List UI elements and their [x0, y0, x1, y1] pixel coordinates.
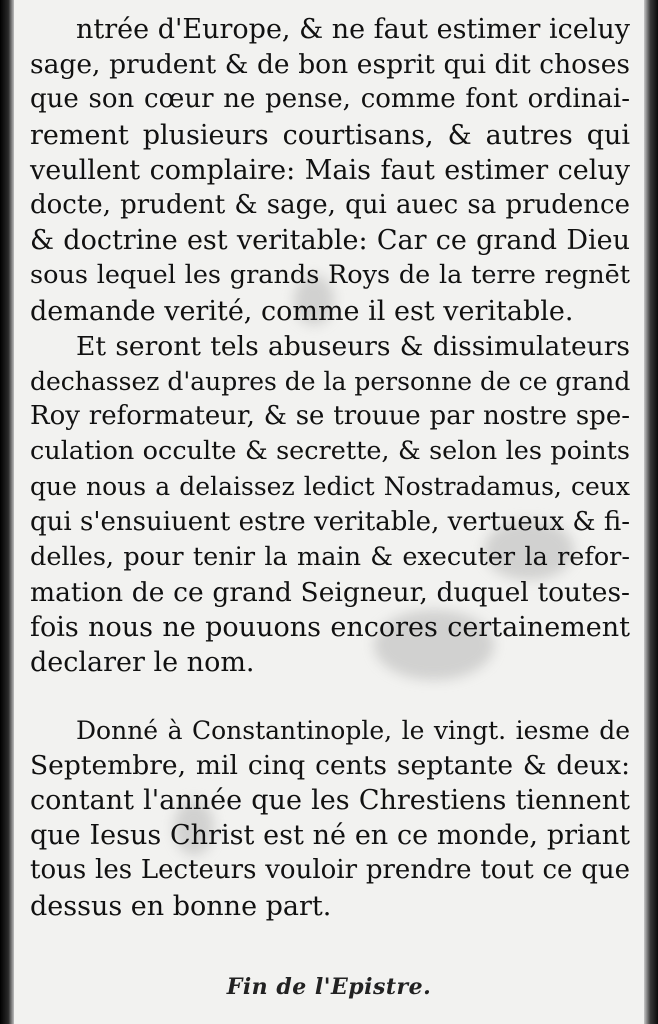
closing-line: Fin de l'Epistre.: [226, 974, 432, 1000]
text-line: Et seront tels abuseurs & dissimulateurs: [76, 330, 630, 362]
text-line: fois nous ne pouuons encores certainement: [30, 612, 630, 644]
page-left-shadow: [0, 0, 14, 1024]
text-line: dechassez d'aupres de la personne de ce grand: [30, 366, 631, 396]
paragraph: [30, 713, 630, 924]
text-line: Roy reformateur, & se trouue par nostre spe-: [30, 401, 630, 432]
text-line: declarer le nom.: [30, 647, 255, 679]
text-line: que son cœur ne pense, comme font ordinai-: [30, 84, 630, 115]
text-line: delles, pour tenir la main & executer la refor-: [30, 541, 630, 572]
text-line: que nous a delaissez ledict Nostradamus, ceux: [30, 472, 630, 502]
text-line: sage, prudent & de bon esprit qui dit choses: [30, 49, 630, 81]
text-line: qui s'ensuiuent estre veritable, vertueux & fi-: [30, 506, 630, 537]
text-line: tous les Lecteurs vouloir prendre tout ce que: [30, 855, 630, 886]
text-line: Septembre, mil cinq cents septante & deux:: [30, 749, 630, 781]
text-line: docte, prudent & sage, qui auec sa prudence: [30, 189, 630, 220]
text-line: & doctrine est veritable: Car ce grand Dieu: [30, 225, 630, 257]
text-line: que Iesus Christ est né en ce monde, priant: [30, 820, 630, 852]
epistle-text: [30, 12, 630, 924]
page-right-shadow: [644, 0, 658, 1024]
paragraph: [30, 12, 630, 329]
text-line: rement plusieurs courtisans, & autres qui: [30, 119, 630, 151]
book-page: [14, 0, 644, 1024]
text-line: ntrée d'Europe, & ne faut estimer iceluy: [76, 14, 630, 45]
text-line: sous lequel les grands Roys de la terre regnēt: [30, 260, 630, 291]
text-line: demande verité, comme il est veritable.: [30, 295, 574, 327]
paragraph-gap: [30, 681, 630, 713]
text-line: contant l'année que les Chrestiens tiennent: [30, 784, 630, 816]
paragraph: [30, 329, 630, 681]
text-line: dessus en bonne part.: [30, 890, 332, 922]
text-line: mation de ce grand Seigneur, duquel toutes-: [30, 577, 630, 608]
text-line: Donné à Constantinople, le vingt. iesme de: [76, 715, 630, 745]
text-line: culation occulte & secrette, & selon les points: [30, 436, 630, 467]
text-line: veullent complaire: Mais faut estimer celuy: [30, 154, 630, 186]
